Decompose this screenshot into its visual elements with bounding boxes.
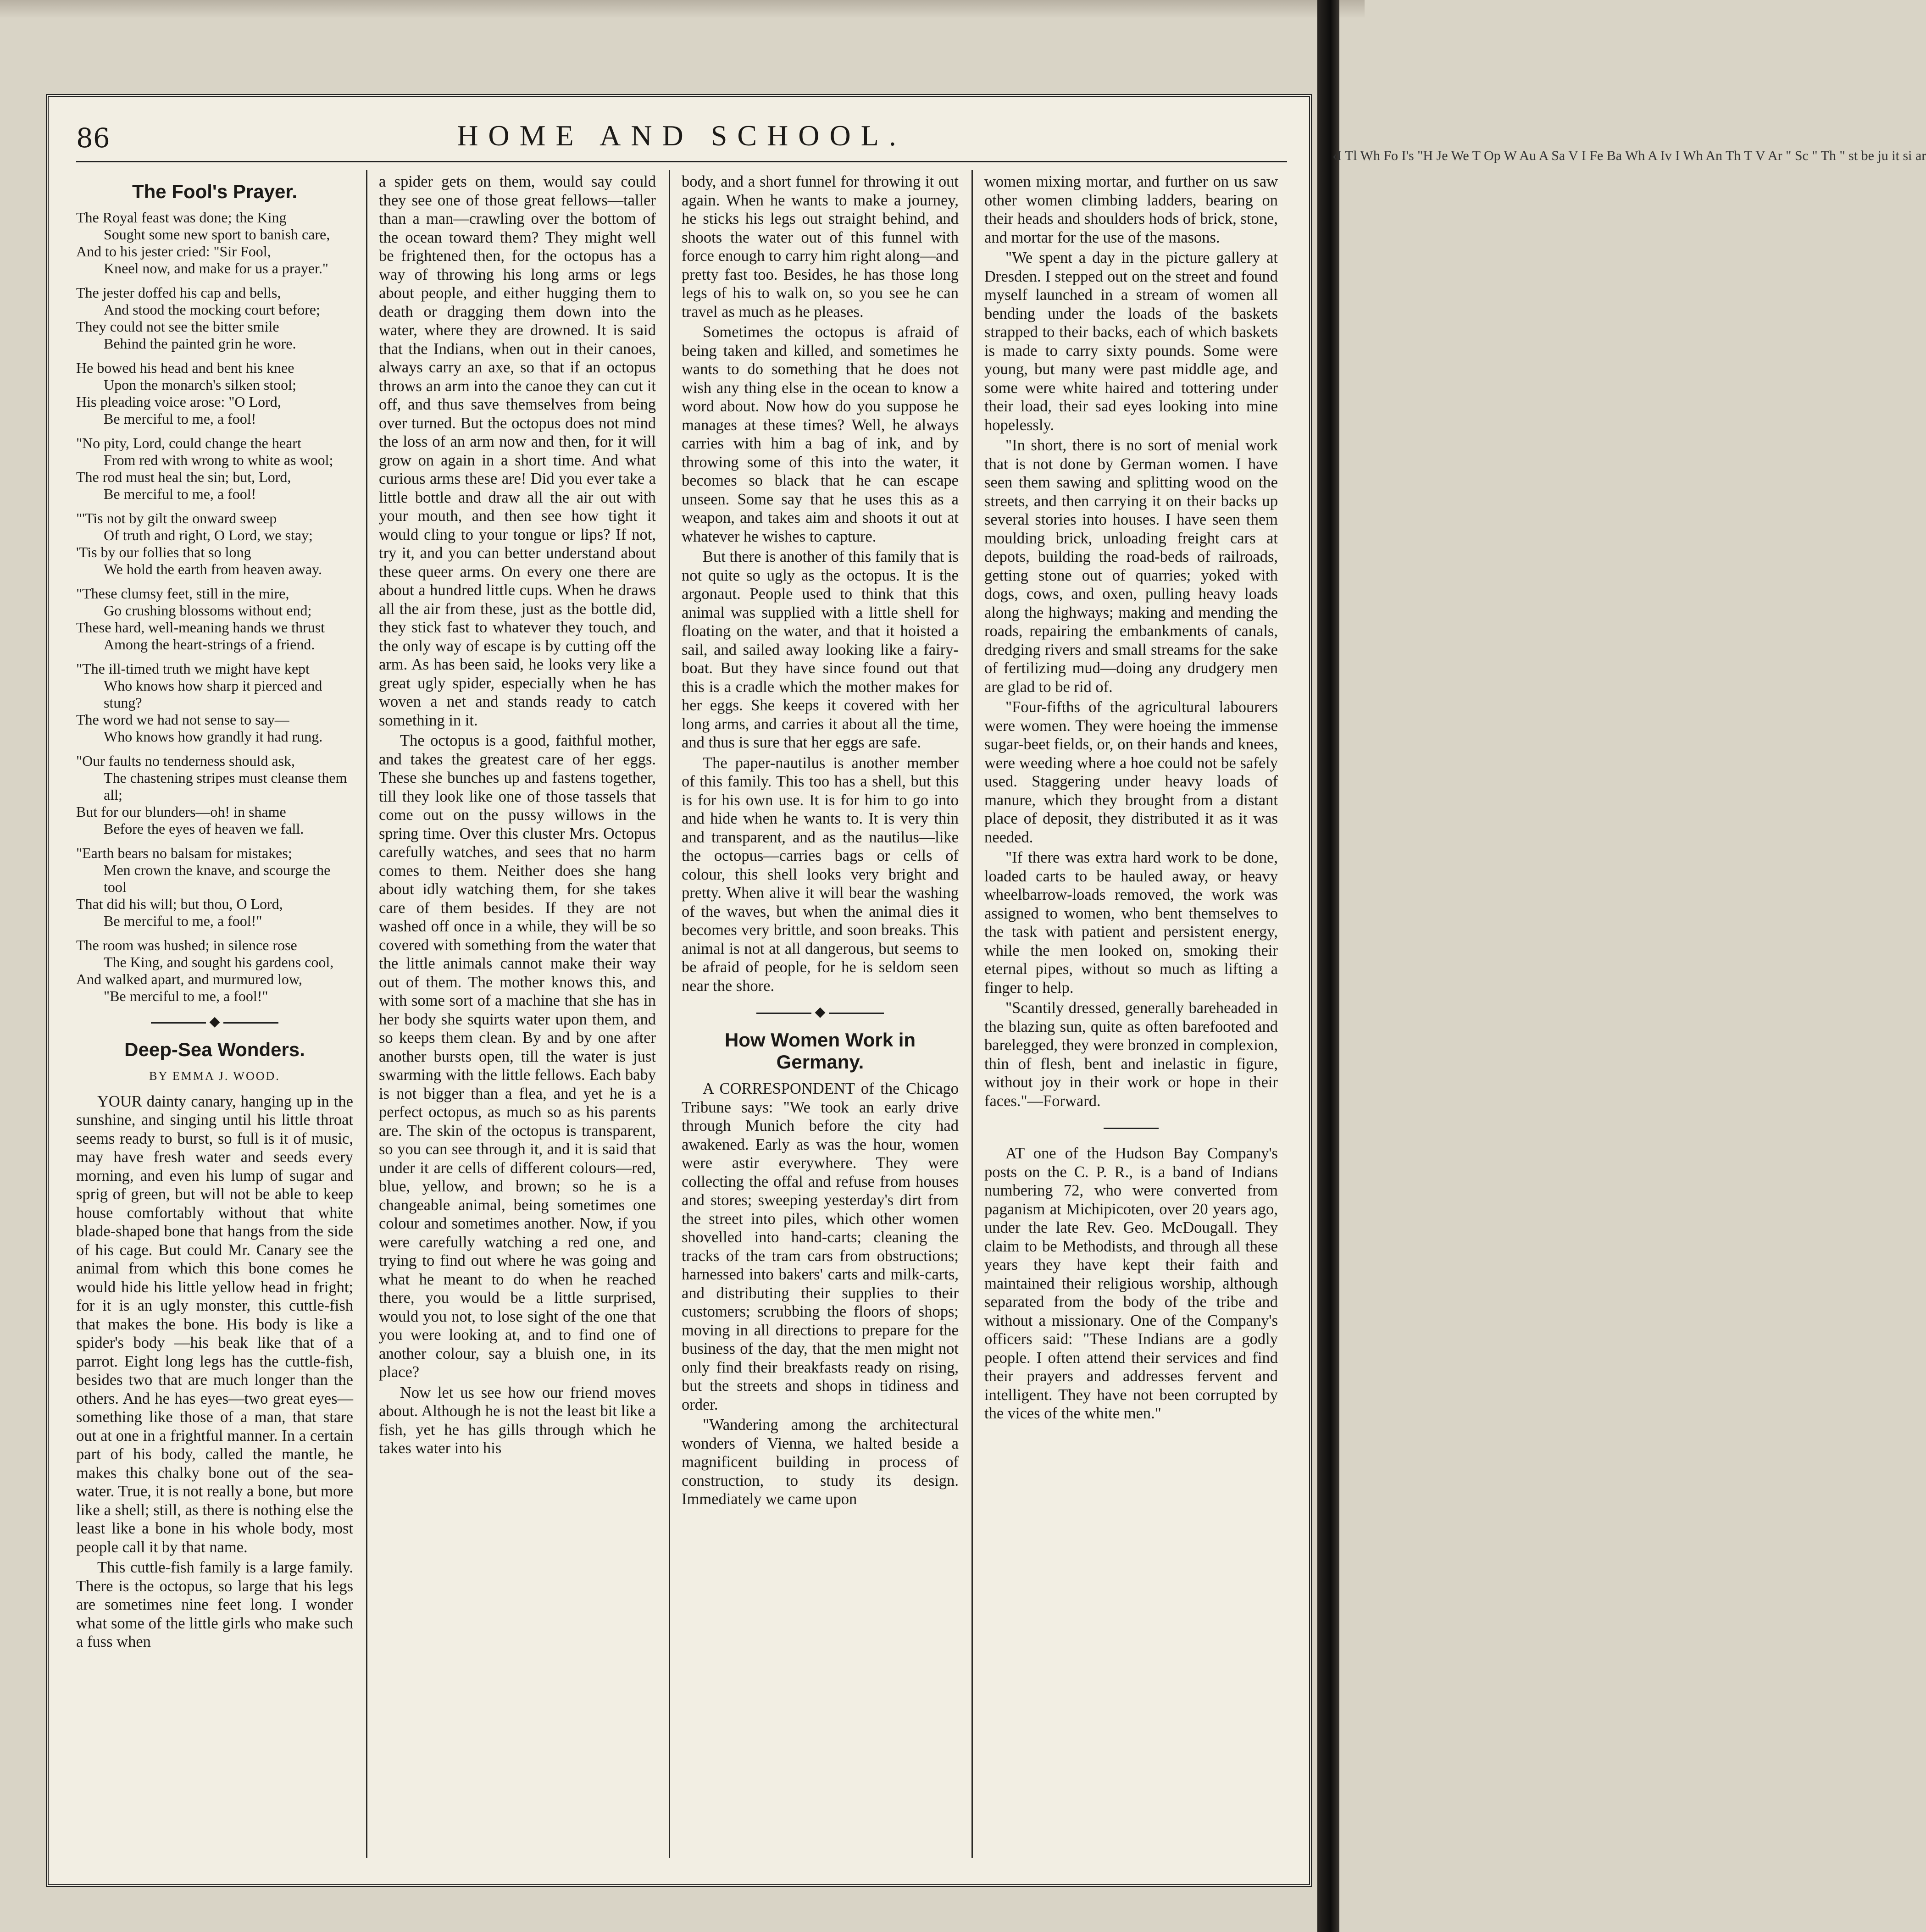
poem-line: And stood the mocking court before; [104,301,320,318]
paragraph: A CORRESPONDENT of the Chicago Tribune says: "We took an early drive through Munich before the city had awakened. Early as was the hour, women were astir everywhere. They were collecting the offal and refuse from houses and stores; sweeping yesterday's dirt from the street into piles, which other women shovelled into hand-carts; cleaning the tracks of the tram cars from obstructions; harnessed into bakers' carts and milk-carts, and distributing their supplies to their customers; scrubbing the floors of shops; moving in all directions to prepare for the business of the day, that the men might not only find their breakfasts ready on rising, but the streets and shops in tidiness and order. [682,1080,959,1413]
paragraph: YOUR dainty canary, hanging up in the sunshine, and singing until his little throat seems ready to burst, so full is it of music, may have fresh water and seeds every morning, and even his lump of sugar and sprig of green, but will not be able to keep house comfortably without that white blade-shaped bone that hangs from the side of his cage. But could Mr. Canary see the animal from which this bone comes he would hide his little yellow head in fright; for it is an ugly monster, this cuttle-fish that makes the bone. His body is like a spider's body —his beak like that of a parrot. Eight long legs has the cuttle-fish, besides two that are much longer than the others. And he has eyes—two great eyes—something like those of a man, that stare out at one in a frightful manner. In a certain part of his body, called the mantle, he makes this chalky bone out of the sea-water. True, it is not really a bone, but more like a shell; still, as there is nothing else the least like a bone in his whole body, most people call it by that name. [76,1092,353,1556]
paragraph: body, and a short funnel for throwing it out again. When he wants to make a journey, he sticks his legs out straight behind, and shoots the water out of this funnel with force enough to carry him right along—and pretty fast too. Besides, he has those long legs of his to walk on, so you see he can travel as much as he pleases. [682,173,959,321]
poem-stanza [76,845,353,930]
column-2 [379,172,656,1851]
paragraph: The paper-nautilus is another member of this family. This too has a shell, but this is for his own use. It is for him to go into and hide when he wants to. It is very thin and transparent, and as the nautilus—like the octopus—carries bags or cells of colour, this shell looks very bright and pretty. When alive it will bear the washing of the waves, but when the animal dies it becomes very brittle, and soon breaks. This animal is not at all dangerous, but seems to be afraid of people, for he is seldom seen near the shore. [682,754,959,995]
poem-title: The Fool's Prayer. [132,181,298,202]
poem-line: "Our faults no tenderness should ask, [76,753,295,769]
poem-line: "The ill-timed truth we might have kept [76,660,310,677]
paragraph: women mixing mortar, and further on us saw other women climbing ladders, bearing on their heads and shoulders hods of brick, stone, and mortar for the use of the masons. [984,173,1278,246]
poem-line: These hard, well-meaning hands we thrust [76,619,325,636]
poem-line: Go crushing blossoms without end; [104,602,312,619]
poem-line: 'Tis by our follies that so long [76,544,251,560]
poem-line: And to his jester cried: "Sir Fool, [76,243,271,260]
poem-stanza [76,360,353,427]
poem-line: And walked apart, and murmured low, [76,971,302,987]
poem-line: Before the eyes of heaven we fall. [104,820,304,837]
page-header [76,111,1287,162]
section-ornament: ◆ [76,1015,353,1029]
paragraph: Now let us see how our friend moves about. Although he is not the least bit like a fish, yet he has gills through which he takes water into his [379,1384,656,1457]
germany-col3-text [682,1079,959,1509]
column-rule [669,170,670,1858]
poem-line: But for our blunders—oh! in shame [76,803,286,820]
poem-line: His pleading voice arose: "O Lord, [76,393,281,410]
paragraph: "Four-fifths of the agricultural labourers were women. They were hoeing the immense sugar-beet fields, or, on their hands and knees, were weeding where a hoe could not be safely used. Staggering under heavy loads of manure, which they brought from a distant place of deposit, they distributed it as it was needed. [984,698,1278,846]
column-rule [971,170,973,1858]
poem-line: Be merciful to me, a fool! [104,410,256,427]
scan-edge [0,0,1365,18]
section-ornament: ◆ [682,1005,959,1019]
paragraph: But there is another of this family that is not quite so ugly as the octopus. It is the argonaut. People used to think that this animal was supplied with a little shell for floating on the water, and that it hoisted a sail, and sailed away looking like a fairy-boat. But they have since found out that this is a cradle which the mother makes for her eggs. She keeps it covered with her long arms, and carries it about all the time, and thus is sure that her eggs are safe. [682,548,959,751]
poem-line: Behind the painted grin he wore. [104,335,296,352]
poem-stanza [76,660,353,745]
paragraph: AT one of the Hudson Bay Company's posts on the C. P. R., is a band of Indians numbering 72, who were converted from paganism at Michipicoten, over 20 years ago, under the late Rev. Geo. McDougall. They claim to be Methodists, and through all these years they have kept their faith and maintained their religious worship, although separated from the body of the tribe and without a missionary. One of the Company's officers said: "These Indians are a godly people. I often attend their services and find their prayers and addresses fervent and intelligent. They have not been corrupted by the vices of the white men." [984,1145,1278,1422]
paragraph: Sometimes the octopus is afraid of being taken and killed, and sometimes he wants to do something that he does not wish any thing else in the ocean to know a word about. Now how do you suppose he manages at these times? Well, he always carries with him a bag of ink, and by throwing some of this into the water, it becomes so black that he can escape unseen. Some say that he uses this as a weapon, and takes aim and shoots it out at whatever he wishes to capture. [682,323,959,545]
paragraph: "If there was extra hard work to be done, loaded carts to be hauled away, or heavy wheelbarrow-loads removed, the work was assigned to women, who bent themselves to the task with patient and persistent energy, while the men looked on, smoking their eternal pipes, without so much as lifting a finger to help. [984,849,1278,996]
poem-line: "'Tis not by gilt the onward sweep [76,510,277,526]
article-title-deep-sea: Deep-Sea Wonders. [124,1039,305,1060]
poem-line: Sought some new sport to banish care, [104,226,330,243]
poem-stanza [76,937,353,1005]
poem-line: "Be merciful to me, a fool!" [104,988,268,1004]
germany-col4-text [984,172,1278,1110]
column-3 [682,172,959,1851]
poem-line: The chastening stripes must cleanse them all; [104,769,347,803]
poem-body [76,209,353,1005]
newspaper-page [46,94,1312,1887]
deep-sea-col2-text [379,172,656,1458]
column-rule [366,170,367,1858]
column-4 [984,172,1278,1851]
poem-line: Among the heart-strings of a friend. [104,636,315,653]
article-byline: BY EMMA J. WOOD. [149,1069,280,1083]
page-number: 86 [76,122,110,154]
paragraph: "In short, there is no sort of menial work that is not done by German women. I have seen them sawing and splitting wood on the streets, and then carrying it on their backs up several stories into houses. I have seen them moulding brick, unloading freight cars at depots, building the road-beds of railroads, getting stone out of quarries; yoked with dogs, cows, and oxen, pulling heavy loads along the highways; making and mending the roads, repairing the embankments of canals, dredging rivers and small streams for the sake of fertilizing mud—doing any drudgery men are glad to be rid of. [984,437,1278,696]
poem-line: The word we had not sense to say— [76,711,289,728]
poem-line: The room was hushed; in silence rose [76,937,297,953]
poem-line: Who knows how grandly it had rung. [104,728,323,745]
poem-line: The rod must heal the sin; but, Lord, [76,469,291,485]
poem-line: The jester doffed his cap and bells, [76,284,281,301]
poem-line: That did his will; but thou, O Lord, [76,896,283,912]
poem-line: He bowed his head and bent his knee [76,360,294,376]
deep-sea-col1-text [76,1092,353,1651]
poem-stanza [76,510,353,578]
poem-line: "These clumsy feet, still in the mire, [76,585,289,602]
poem-line: From red with wrong to white as wool; [104,452,333,468]
poem-line: Who knows how sharp it pierced and stung? [104,677,322,711]
paragraph: The octopus is a good, faithful mother, and takes the greatest care of her eggs. These she bunches up and fastens together, till they look like one of those tassels that come out on the pussy willows in the spring time. Over this cluster Mrs. Octopus carefully watches, and sees that no harm comes to them. Neither does she hang about idly watching them, for she takes care of them besides. If they are not washed off once in a while, they will be so covered with something from the water that the little animals cannot make their way out of them. The mother knows this, and with some sort of a machine that she has in her body she squirts water upon them, and so keeps them clean. By and by one after another bursts open, till the water is just swarming with the little fellows. Each baby is not bigger than a flea, and yet he is a perfect octopus, as much so as his parents are. The skin of the octopus is transparent, so you can see through it, and it is said that under it are cells of different colours—red, blue, yellow, and brown; so he is a changeable animal, being sometimes one colour and sometimes another. Now, if you were carefully watching a red one, and trying to find out where he was going and what he meant to do when he reached there, you would be a little surprised, would you not, to lose sight of the one that you were looking at, and to find one of another colour, say a bluish one, in its place? [379,732,656,1381]
paragraph: "We spent a day in the picture gallery at Dresden. I stepped out on the street and found myself launched in a stream of women all bending under the loads of the baskets strapped to their backs, each of which baskets is made to carry sixty pounds. Some were young, but many were past middle age, and some were white haired and tottering under their load, their sad eyes looking into mine hopelessly. [984,249,1278,434]
poem-line: Of truth and right, O Lord, we stay; [104,527,313,543]
poem-line: They could not see the bitter smile [76,318,279,335]
poem-line: Upon the monarch's silken stool; [104,376,296,393]
poem-line: We hold the earth from heaven away. [104,561,322,577]
paragraph: "Wandering among the architectural wonders of Vienna, we halted beside a magnificent building in process of construction, to study its design. Immediately we came upon [682,1416,959,1508]
poem-stanza [76,435,353,503]
masthead-title: HOME AND SCHOOL. [457,119,906,152]
paragraph: This cuttle-fish family is a large family. There is the octopus, so large that his legs are sometimes nine feet long. I wonder what some of the little girls who make such a fuss when [76,1559,353,1650]
poem-line: "Earth bears no balsam for mistakes; [76,845,292,861]
poem-stanza [76,753,353,837]
paragraph: "Scantily dressed, generally bareheaded in the blazing sun, quite as often barefooted and barelegged, they were bronzed in complexion, thin of flesh, bent and inelastic in figure, without joy in their work or hope in their faces."—Forward. [984,999,1278,1110]
column-1 [76,172,353,1851]
poem-stanza [76,209,353,277]
poem-line: Be merciful to me, a fool! [104,486,256,502]
article-title-germany: How Women Work in Germany. [724,1029,916,1073]
poem-line: Men crown the knave, and scourge the tool [104,862,331,895]
poem-line: Be merciful to me, a fool!" [104,913,262,929]
poem-line: The Royal feast was done; the King [76,209,287,226]
poem-line: "No pity, Lord, could change the heart [76,435,301,451]
poem-stanza [76,585,353,653]
hudson-bay-text [984,1144,1278,1423]
poem-line: The King, and sought his gardens cool, [104,954,334,970]
deep-sea-col3-text [682,172,959,995]
poem-line: Kneel now, and make for us a prayer." [104,260,328,277]
paragraph: a spider gets on them, would say could they see one of those great fellows—taller than a man—crawling over the bottom of the ocean toward them? They might well be frightened then, for the octopus has a way of throwing his long arms or legs about people, and either hugging them to death or dragging them down into the water, where they are drowned. It is said that the Indians, when out in their canoes, always carry an axe, so that if an octopus throws an arm into the canoe they can cut it off, and thus save themselves from being over turned. But the octopus does not mind the loss of an arm now and then, for it will grow on again in a short time. And what curious arms these are! Did you ever take a little bottle and draw all the air out with your mouth, and then see how tight it would cling to your tongue or lips? If not, try it, and you can better understand about these queer arms. On every one there are about a hundred little cups. When he draws all the air from these, just as the bottle did, they stick fast to whatever they touch, and the only way of escape is by cutting off the arm. As has been said, he looks very like a great ugly spider, especially when he has woven a net and stands ready to catch something in it. [379,173,656,729]
section-ornament [984,1120,1278,1134]
poem-stanza [76,284,353,352]
facing-page-bleed: ‹I Tl Wh Fo I's "H Je We T Op W Au A Sa V I Fe Ba Wh A Iv I Wh An Th T V Ar " Sc " Th " st be ju it si ar [1332,148,1926,163]
